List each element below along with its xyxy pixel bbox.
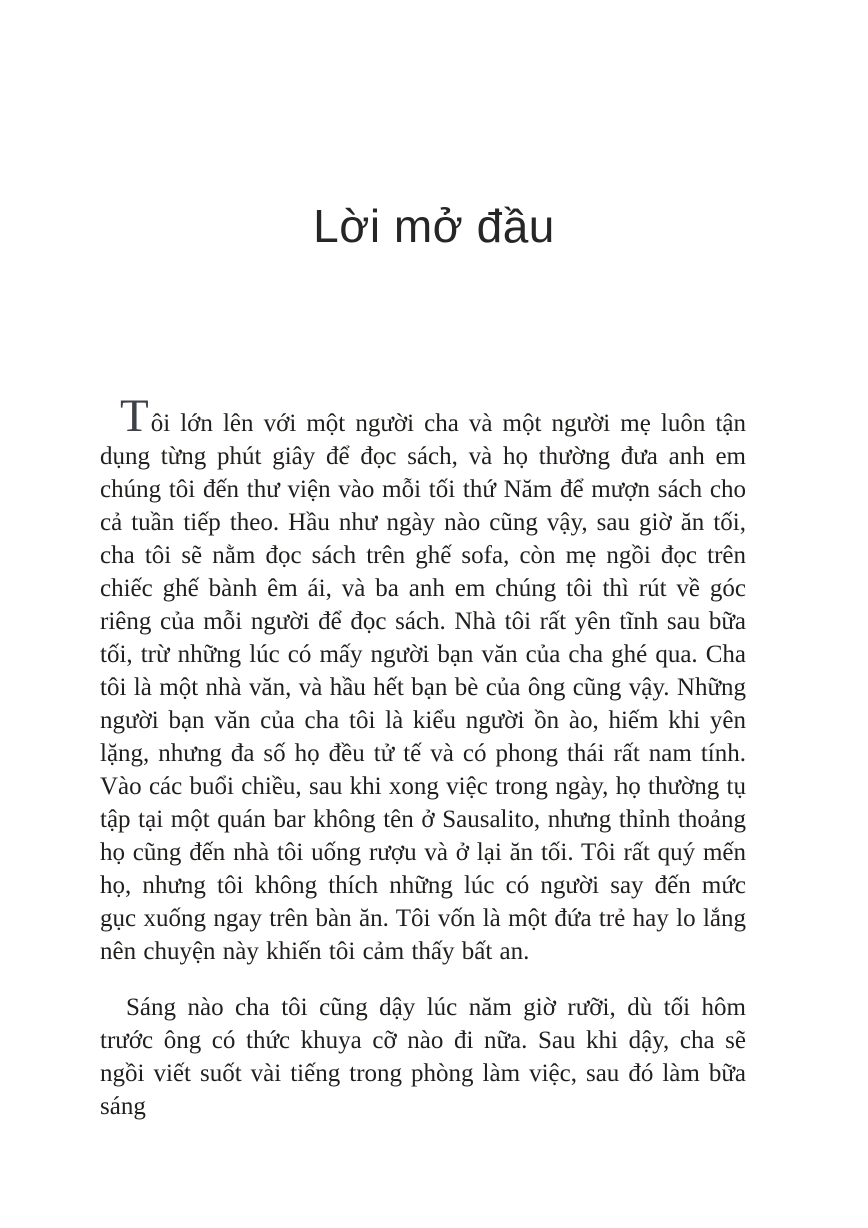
paragraph-2 — [100, 991, 746, 1123]
dropcap-initial: T — [120, 390, 149, 442]
paragraph-1 — [100, 390, 746, 968]
chapter-title: Lời mở đầu — [313, 200, 555, 252]
body-text — [100, 390, 746, 1123]
paragraph-1-text: ôi lớn lên với một người cha và một người mẹ luôn tận dụng từng phút giây để đọc sách, và họ thường đưa anh em chúng tôi đến thư viện vào mỗi tối thứ Năm để mượn sách cho cả tuần tiếp theo. Hầu như ngày nào cũng vậy, sau giờ ăn tối, cha tôi sẽ nằm đọc sách trên ghế sofa, còn mẹ ngồi đọc trên chiếc ghế bành êm ái, và ba anh em chúng tôi thì rút về góc riêng của mỗi người để đọc sách. Nhà tôi rất yên tĩnh sau bữa tối, trừ những lúc có mấy người bạn văn của cha ghé qua. Cha tôi là một nhà văn, và hầu hết bạn bè của ông cũng vậy. Những người bạn văn của cha tôi là kiểu người ồn ào, hiếm khi yên lặng, nhưng đa số họ đều tử tế và có phong thái rất nam tính. Vào các buổi chiều, sau khi xong việc trong ngày, họ thường tụ tập tại một quán bar không tên ở Sausalito, nhưng thỉnh thoảng họ cũng đến nhà tôi uống rượu và ở lại ăn tối. Tôi rất quý mến họ, nhưng tôi không thích những lúc có người say đến mức gục xuống ngay trên bàn ăn. Tôi vốn là một đứa trẻ hay lo lắng nên chuyện này khiến tôi cảm thấy bất an. — [100, 410, 746, 965]
paragraph-2-text: Sáng nào cha tôi cũng dậy lúc năm giờ rưỡi, dù tối hôm trước ông có thức khuya cỡ nào đi nữa. Sau khi dậy, cha sẽ ngồi viết suốt vài tiếng trong phòng làm việc, sau đó làm bữa sáng — [100, 994, 746, 1120]
